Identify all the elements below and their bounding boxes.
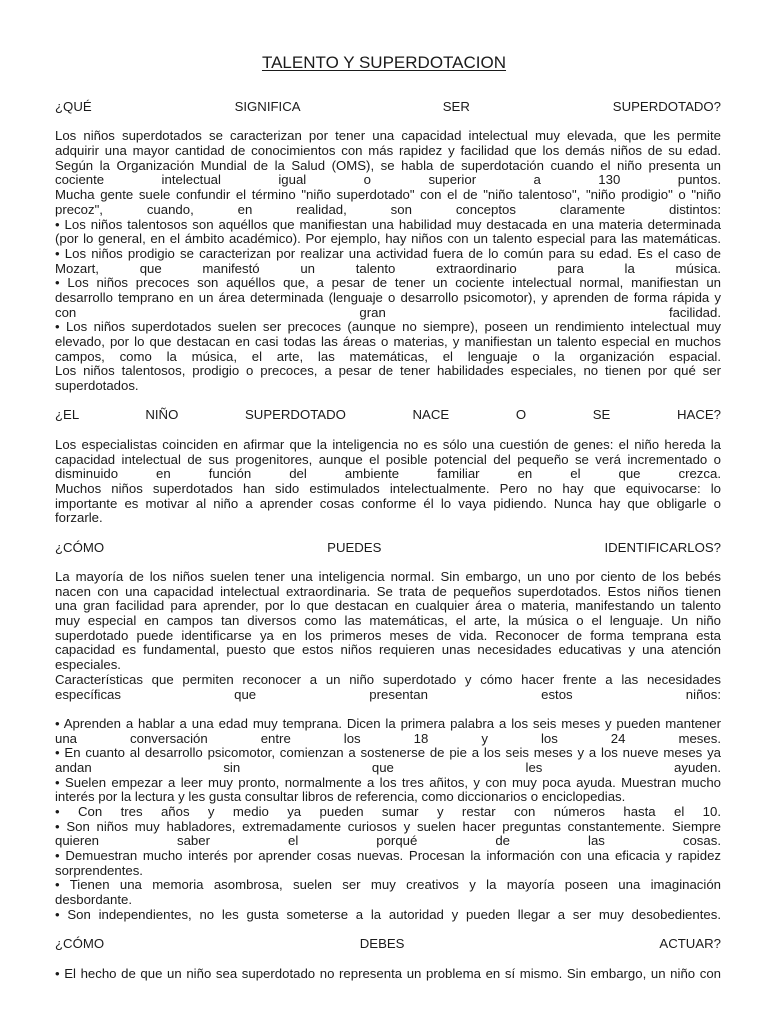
body-line: Muchos niños superdotados han sido estimulados intelectualmente. Pero no hay que equivocarse: lo <box>55 480 721 496</box>
body-line: adquirir una mayor cantidad de conocimientos con más rapidez y facilidad que los demás niños de su edad. <box>55 143 721 159</box>
section-heading: ¿QUÉ SIGNIFICA SER SUPERDOTADO? <box>55 99 721 114</box>
list-item: • El hecho de que un niño sea superdotado no representa un problema en sí mismo. Sin embargo, un niño con <box>55 965 721 981</box>
body-line: forzarle. <box>55 510 103 526</box>
body-line: campos, como la música, el arte, las matemáticas, el lenguaje o la organización espacial. <box>55 348 721 364</box>
list-item: sorprendentes. <box>55 862 143 878</box>
body-line: nacen con una capacidad intelectual extraordinaria. Se trata de pequeños superdotados. Estos niños tienen <box>55 583 721 599</box>
list-item: • Suelen empezar a leer muy pronto, normalmente a los tres añitos, y con muy poca ayuda. Muestran mucho <box>55 774 721 790</box>
body-line: específicas que presentan estos niños: <box>55 686 721 702</box>
body-line: capacidad es fundamental, puesto que estos niños requieren unas necesidades educativas y una atención <box>55 642 721 658</box>
body-line: con gran facilidad. <box>55 304 721 320</box>
body-line: superdotados. <box>55 378 139 394</box>
list-item: • En cuanto al desarrollo psicomotor, comienzan a sostenerse de pie a los seis meses y a los nueve meses ya <box>55 745 721 761</box>
list-item: • Aprenden a hablar a una edad muy temprana. Dicen la primera palabra a los seis meses y pueden mantener <box>55 715 721 731</box>
body-line: La mayoría de los niños suelen tener una inteligencia normal. Sin embargo, un uno por ciento de los bebés <box>55 569 721 584</box>
paragraph-gap <box>55 555 721 570</box>
paragraph-gap <box>55 526 721 541</box>
document-body <box>55 100 721 981</box>
body-line: Características que permiten reconocer a un niño superdotado y cómo hacer frente a las necesidades <box>55 671 721 687</box>
section-heading: ¿EL NIÑO SUPERDOTADO NACE O SE HACE? <box>55 407 721 423</box>
list-item: • Son niños muy habladores, extremadamente curiosos y suelen hacer preguntas constantemente. Siempre <box>55 818 721 834</box>
body-line: Mucha gente suele confundir el término "niño superdotado" con el de "niño talentoso", "niño prodigio" o "niño <box>55 187 721 203</box>
section-heading: ¿CÓMO PUEDES IDENTIFICARLOS? <box>55 539 721 555</box>
list-item: • Demuestran mucho interés por aprender cosas nuevas. Procesan la información con una eficacia y rapidez <box>55 848 721 864</box>
list-item: desbordante. <box>55 892 132 908</box>
body-line: Los niños talentosos, prodigio o precoces, a pesar de tener habilidades especiales, no tienen por qué ser <box>55 363 721 379</box>
body-line: cociente intelectual igual o superior a 130 puntos. <box>55 172 721 188</box>
list-item: • Con tres años y medio ya pueden sumar y restar con números hasta el 10. <box>55 804 721 819</box>
paragraph-gap <box>55 423 721 438</box>
body-line: especiales. <box>55 657 121 673</box>
document-title: TALENTO Y SUPERDOTACION <box>261 53 507 72</box>
body-line: • Los niños prodigio se caracterizan por realizar una actividad fuera de lo común para su edad. Es el caso de <box>55 245 721 261</box>
body-line: • Los niños precoces son aquéllos que, a pesar de tener un cociente intelectual normal, manifiestan un <box>55 275 721 291</box>
body-line: (por lo general, en el ámbito académico). Por ejemplo, hay niños con un talento especial para las matemáticas. <box>55 231 721 247</box>
section-heading: ¿CÓMO DEBES ACTUAR? <box>55 936 721 952</box>
list-item: interés por la lectura y les gusta consultar libros de referencia, como diccionarios o enciclopedias. <box>55 789 626 805</box>
body-line: Mozart, que manifestó un talento extraordinario para la música. <box>55 260 721 276</box>
body-line: Según la Organización Mundial de la Salud (OMS), se habla de superdotación cuando el niño presenta un <box>55 157 721 173</box>
body-line: muy especial en campos tan diversos como las matemáticas, el arte, la música o el lenguaje. Un niño <box>55 613 721 629</box>
body-line: importante es motivar al niño a aprender cosas conforme él lo vaya pidiendo. Nunca hay que obligarle o <box>55 495 721 511</box>
paragraph-gap <box>55 115 721 130</box>
body-line: capacidad intelectual de sus progenitores, aunque el posible potencial del pequeño se verá incrementado o <box>55 451 721 467</box>
body-line: disminuido en función del ambiente familiar en el que crezca. <box>55 466 721 482</box>
list-item: andan sin que les ayuden. <box>55 759 721 775</box>
paragraph-gap <box>55 952 721 967</box>
body-line: desarrollo temprano en un área determinada (lenguaje o desarrollo psicomotor), y aprenden de forma rápida y <box>55 289 721 305</box>
paragraph-gap <box>55 394 721 409</box>
list-item: • Son independientes, no les gusta someterse a la autoridad y pueden llegar a ser muy desobedientes. <box>55 906 721 922</box>
body-line: • Los niños superdotados suelen ser precoces (aunque no siempre), poseen un rendimiento intelectual muy <box>55 319 721 335</box>
list-item: quieren saber el porqué de las cosas. <box>55 833 721 849</box>
list-item: • Tienen una memoria asombrosa, suelen ser muy creativos y la mayoría poseen una imaginación <box>55 877 721 893</box>
list-item: una conversación entre los 18 y los 24 meses. <box>55 730 721 746</box>
body-line: una gran facilidad para aprender, por lo que destacan en cualquier área o materia, manifestando un talento <box>55 598 721 614</box>
body-line: superdotado puede identificarse ya en los primeros meses de vida. Reconocer de forma temprana esta <box>55 627 721 643</box>
body-line: • Los niños talentosos son aquéllos que manifiestan una habilidad muy destacada en una materia determinada <box>55 216 721 232</box>
paragraph-gap <box>55 923 721 938</box>
body-line: Los niños superdotados se caracterizan por tener una capacidad intelectual muy elevada, que les permite <box>55 128 721 144</box>
paragraph-gap <box>55 702 721 717</box>
body-line: precoz", cuando, en realidad, son conceptos claramente distintos: <box>55 201 721 217</box>
body-line: Los especialistas coinciden en afirmar que la inteligencia no es sólo una cuestión de genes: el niño hereda la <box>55 436 721 452</box>
body-line: elevado, por lo que destacan en casi todas las áreas o materias, y manifiestan un talento especial en muchos <box>55 334 721 349</box>
